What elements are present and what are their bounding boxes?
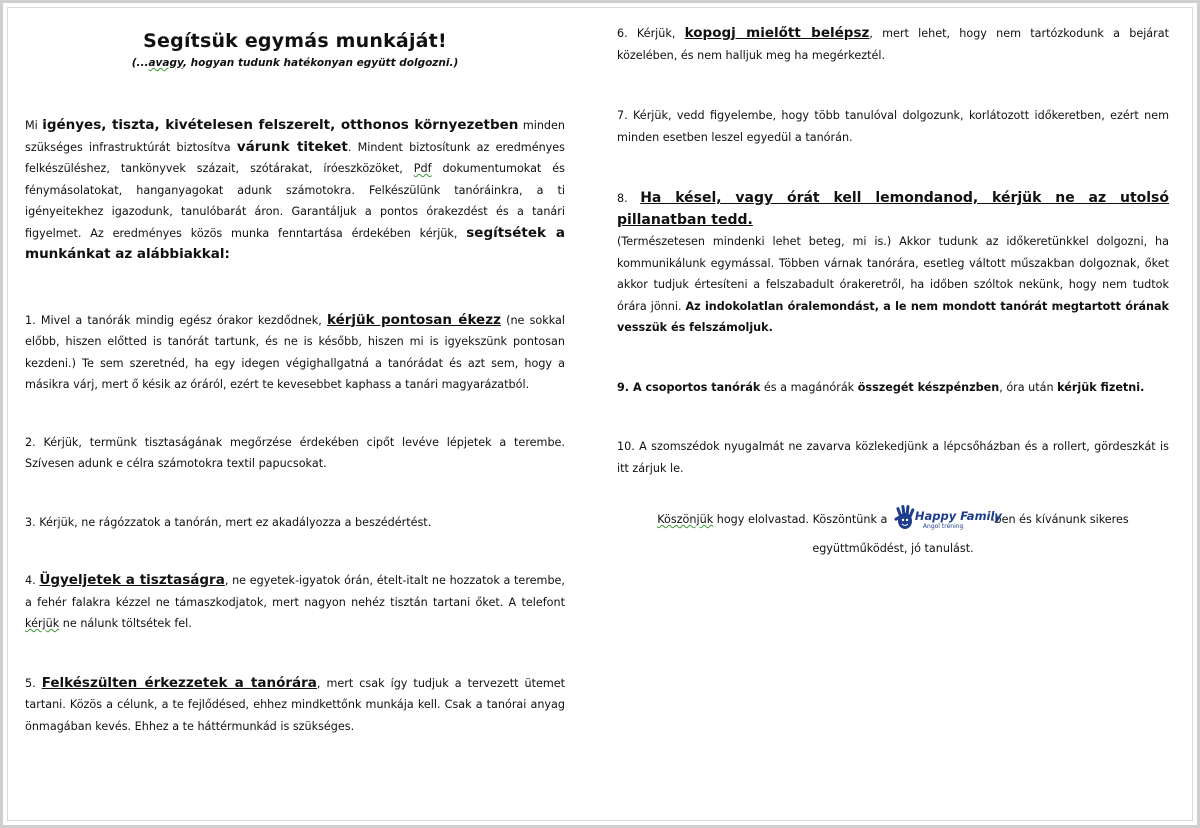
document-title: Segítsük egymás munkáját! [143, 30, 447, 52]
closing-block [617, 503, 1169, 561]
rule-8-highlight: Ha késel, vagy órát kell lemondanod, kérjük ne az utolsó pillanatban tedd. [617, 190, 1170, 228]
intro-text-4: dokumentumokat és fénymásolatokat, hanganyagokat adunk számotokra. Felkészülünk tanóráinkra, a ti igényeitekhez igazodunk, tanulóbarát áron. Garantáljuk a pontos órakezdést és a tanári figyelmet. Az eredményes közös munka fenntartása érdekében kérjük, [25, 162, 565, 240]
rule-5 [25, 673, 565, 738]
rule-1-text-1: 1. Mivel a tanórák mindig egész órakor kezdődnek, [25, 313, 327, 327]
rule-10: 10. A szomszédok nyugalmát ne zavarva közlekedjünk a lépcsőházban és a rollert, gördeszkát is itt zárjuk le. [617, 440, 1169, 475]
rule-4-text-2: , ne egyetek-igyatok órán, ételt-italt ne hozzatok a terembe, a fehér falakra kézzel ne támaszkodjatok, mert nagyon nehéz tisztán tartani őket. A telefont [25, 574, 565, 609]
rule-9-bold-1: tanórák [711, 380, 761, 394]
rule-4 [25, 570, 565, 635]
rule-6-text-1: 6. Kérjük, [617, 27, 685, 40]
rule-3: 3. Kérjük, ne rágózzatok a tanórán, mert ez akadályozza a beszédértést. [25, 515, 432, 529]
rule-2: 2. Kérjük, termünk tisztaságának megőrzése érdekében cipőt levéve lépjetek a terembe. Szívesen adunk e célra számotokra textil papucsokat. [25, 435, 565, 470]
closing-text-2: -ben és kívánunk sikeres [986, 513, 1129, 526]
intro-paragraph [25, 115, 565, 266]
rule-8-number: 8. [617, 192, 641, 205]
closing-koszonjuk: Köszönjük [657, 513, 714, 526]
intro-text-2: minden szükséges infrastruktúrát biztosítva [25, 119, 566, 154]
rule-6-text-2: , mert lehet, hogy nem tartózkodunk a bejárat közelében, és nem halljuk meg ha megérkeztél. [617, 27, 1170, 62]
logo-subtitle: Angol tréning [922, 523, 964, 530]
rule-9-text-2: és a magánórák [760, 380, 858, 394]
intro-text-3: . Mindent biztosítunk az eredményes felkészüléshez, tankönyvek százait, szótárakat, íróeszközöket, [25, 140, 565, 175]
intro-bold-2: várunk titeket [236, 138, 348, 155]
rule-9-bold-3: kérjük fizetni. [1057, 380, 1145, 394]
intro-bold-3: segítsétek a munkánkat az alábbiakkal: [25, 224, 565, 262]
logo-name: Happy Family [914, 509, 1002, 523]
rule-6-highlight: kopogj mielőtt belépsz [684, 25, 870, 41]
intro-text-1: Mi [25, 119, 43, 132]
rule-4-text-3: ne nálunk töltsétek fel. [59, 617, 192, 630]
subtitle-avagy: avagy [148, 57, 184, 69]
left-column [25, 23, 565, 737]
rule-5-text-2: , mert csak így tudjuk a tervezett ütemet tartani. Közös a célunk, a te fejlődésed, ehhez mindkettőnk munkája kell. Csak a tanórai anyag önmagában kevés. Ehhez a te háttérmunkád is szükséges. [25, 676, 566, 733]
rule-6 [617, 23, 1169, 66]
rule-9-bold-2: összegét készpénzben [857, 380, 1000, 394]
rule-1-text-2: (ne sokkal előbb, hiszen előtted is tanórát tartunk, és ne is később, hiszen mi is igyekszünk pontosan kezdeni.) Te sem szeretnéd, ha egy idegen végighallgatná a tanórádat és azt sem, hogy a másikra várj, mert ő késik az óráról, ezért te kevesebbet kaphass a tanári magyarázatból. [25, 313, 565, 391]
rule-4-highlight: Ügyeljetek a tisztaságra [39, 572, 225, 588]
rule-7: 7. Kérjük, vedd figyelembe, hogy több tanulóval dolgozunk, korlátozott időkeretben, ezért nem minden esetben leszel egyedül a tanórán. [617, 109, 1169, 144]
rule-1 [25, 310, 565, 396]
right-column [617, 23, 1169, 561]
closing-line-1 [617, 503, 1169, 537]
closing-line-2: együttműködést, jó tanulást. [812, 542, 974, 555]
rule-8-bold: Az indokolatlan óralemondást, a le nem mondott tanórát megtartott órának vesszük és felszámoljuk. [617, 299, 1169, 334]
subtitle-pre: (... [131, 57, 149, 69]
intro-bold-1: igényes, tiszta, kivételesen felszerelt, otthonos környezetben [42, 117, 519, 133]
rule-8-text-1: (Természetesen mindenki lehet beteg, mi is.) Akkor tudunk az időkeretünkkel dolgozni, ha kommunikálunk egymással. Többen várnak tanórára, esetleg váltott műszakban dolgoznak, őket akkor tudjuk értesíteni a felszabadult órakeretről, ha időben szóltok nekünk, hogy nem tudtok órára jönni. [617, 235, 1169, 313]
document-subtitle [25, 55, 565, 71]
subtitle-post: , hogyan tudunk hatékonyan együtt dolgozni.) [183, 57, 459, 69]
rule-9-text-3: , óra után [999, 380, 1058, 394]
intro-pdf: Pdf [413, 162, 432, 175]
rule-5-highlight: Felkészülten érkezzetek a tanórára [41, 674, 317, 691]
rule-4-kerjuk: kérjük [25, 617, 60, 630]
rule-4-text-1: 4. [25, 574, 40, 587]
rule-9-text-1: A csoportos [632, 380, 712, 394]
rule-9 [617, 377, 1169, 399]
rule-1-highlight: kérjük pontosan ékezz [327, 311, 501, 328]
rule-8 [617, 188, 1169, 339]
closing-text-1: hogy elolvastad. Köszöntünk a [713, 513, 891, 526]
happy-family-logo [893, 503, 1002, 537]
rule-9-number: 9. [617, 380, 633, 394]
rule-5-text-1: 5. [25, 676, 42, 690]
